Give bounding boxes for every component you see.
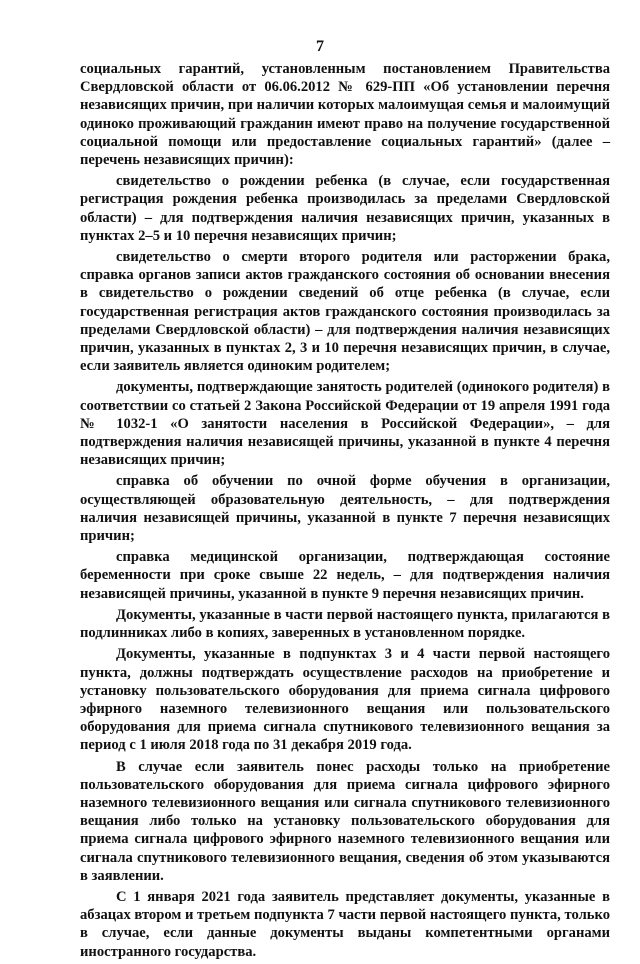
paragraph: справка медицинской организации, подтверждающая состояние беременности при сроке свыше 22 недель, – для подтверждения наличия независящей причины, указанной в пункте 9 перечня независящих причин. [80,549,610,602]
paragraph: Документы, указанные в части первой настоящего пункта, прилагаются в подлинниках либо в копиях, заверенных в установленном порядке. [80,606,610,642]
document-body [80,60,610,964]
paragraph: документы, подтверждающие занятость родителей (одинокого родителя) в соответствии со статьей 2 Закона Российской Федерации от 19 апреля 1991 года № 1032-1 «О занятости населения в Российской Федерации», – для подтверждения наличия независящей причины, указанной в пункте 4 перечня независящих причин; [80,379,610,469]
paragraph: С 1 января 2021 года заявитель представляет документы, указанные в абзацах втором и третьем подпункта 7 части первой настоящего пункта, только в случае, если данные документы выданы компетентными органами иностранного государства. [80,888,610,960]
paragraph: свидетельство о рождении ребенка (в случае, если государственная регистрация рождения ребенка производилась за пределами Свердловской области) – для подтверждения наличия независящих причин, указанных в пунктах 2–5 и 10 перечня независящих причин; [80,173,610,244]
paragraph: В случае если заявитель понес расходы только на приобретение пользовательского оборудования для приема сигнала цифрового эфирного наземного телевизионного вещания или сигнала спутникового телевизионного вещания либо только на установку пользовательского оборудования для приема сигнала цифрового эфирного наземного телевизионного вещания или сигнала спутникового телевизионного вещания, сведения об этом указываются в заявлении. [80,758,610,884]
paragraph: социальных гарантий, установленным постановлением Правительства Свердловской области от 06.06.2012 № 629-ПП «Об установлении перечня независящих причин, при наличии которых малоимущая семья и малоимущий одиноко проживающий гражданин имеют право на получение государственной социальной помощи или предоставление социальных гарантий» (далее – перечень независящих причин): [80,61,610,169]
paragraph: Документы, указанные в подпунктах 3 и 4 части первой настоящего пункта, должны подтверждать осуществление расходов на приобретение и установку пользовательского оборудования для приема сигнала цифрового эфирного наземного телевизионного вещания или пользовательского оборудования для приема сигнала спутникового телевизионного вещания за период с 1 июля 2018 года по 31 декабря 2019 года. [80,646,610,754]
paragraph: свидетельство о смерти второго родителя или расторжении брака, справка органов записи актов гражданского состояния об основании внесения в свидетельство о рождении сведений об отце ребенка (в случае, если государственная регистрация актов гражданского состояния производилась за пределами Свердловской области) – для подтверждения наличия независящих причин, указанных в пунктах 2, 3 и 10 перечня независящих причин, в случае, если заявитель является одиноким родителем; [80,249,610,375]
paragraph: справка об обучении по очной форме обучения в организации, осуществляющей образовательную деятельность, – для подтверждения наличия независящей причины, указанной в пункте 7 перечня независящих причин; [80,473,610,545]
page-number: 7 [316,38,324,55]
